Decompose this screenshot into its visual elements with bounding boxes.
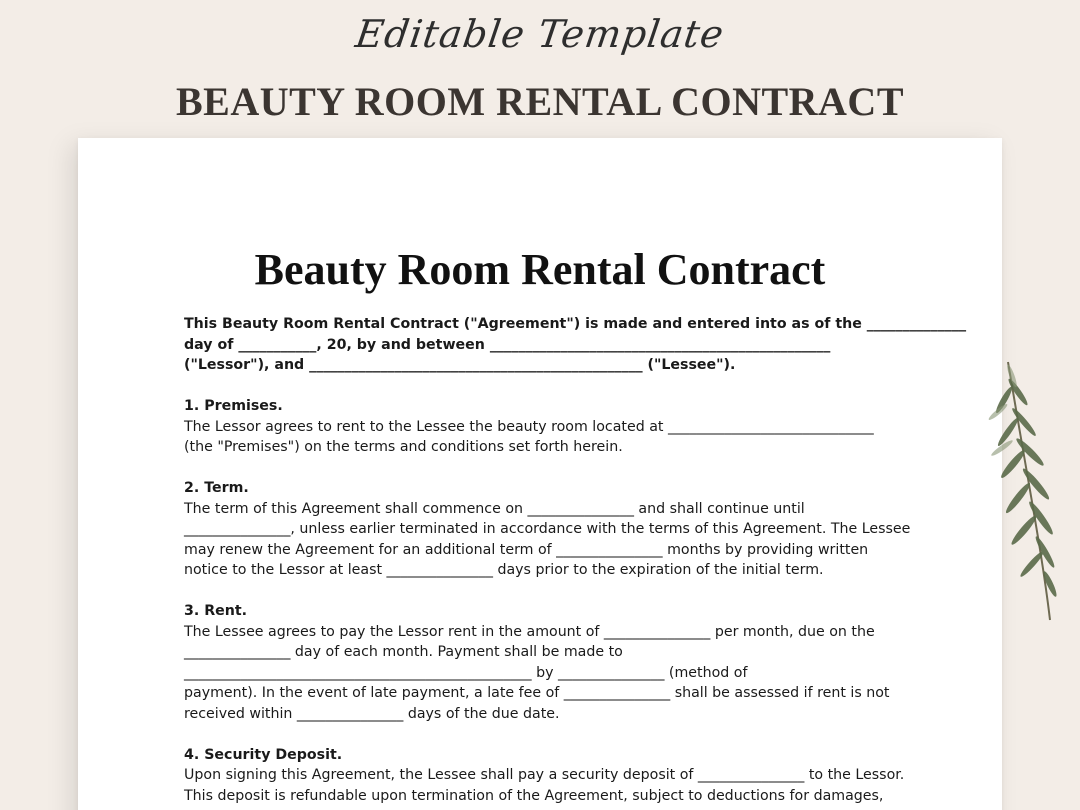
section-term	[184, 478, 911, 581]
section-rent	[184, 601, 904, 724]
section-line: received within _______________ days of the due date.	[184, 705, 560, 722]
section-heading: 4. Security Deposit.	[184, 746, 343, 763]
section-premises	[184, 396, 904, 458]
contract-page	[78, 138, 1002, 810]
section-line: payment). In the event of late payment, a late fee of _______________ shall be assessed if rent is not	[184, 685, 890, 701]
section-line: The Lessee agrees to pay the Lessor rent in the amount of _______________ per month, due on the	[184, 623, 875, 640]
section-heading: 1. Premises.	[184, 398, 283, 414]
section-line: The Lessor agrees to rent to the Lessee the beauty room located at _____________________________	[184, 418, 874, 435]
section-line: _______________ day of each month. Payment shall be made to	[184, 644, 623, 660]
banner-title: BEAUTY ROOM RENTAL CONTRACT	[175, 79, 904, 124]
section-line: _______________, unless earlier terminated in accordance with the terms of this Agreement. The Lessee	[184, 521, 911, 537]
document-title: Beauty Room Rental Contract	[254, 245, 826, 294]
intro-line: This Beauty Room Rental Contract ("Agreement") is made and entered into as of the ______________	[184, 316, 967, 332]
section-line: notice to the Lessor at least _______________ days prior to the expiration of the initial term.	[184, 562, 824, 578]
section-line: Upon signing this Agreement, the Lessee shall pay a security deposit of _______________ to the Lessor.	[184, 767, 905, 783]
section-line: _________________________________________________ by _______________ (method of	[184, 664, 748, 681]
section-line: (the "Premises") on the terms and conditions set forth herein.	[184, 439, 623, 455]
intro-line: ("Lessor"), and _______________________________________________ ("Lessee").	[184, 357, 736, 373]
section-line: This deposit is refundable upon termination of the Agreement, subject to deductions for damages,	[184, 787, 884, 804]
section-heading: 3. Rent.	[184, 603, 248, 619]
section-line: The term of this Agreement shall commence on _______________ and shall continue until	[184, 500, 805, 517]
intro-paragraph	[184, 314, 967, 376]
document-body	[184, 314, 967, 810]
section-heading: 2. Term.	[184, 480, 249, 496]
section-security-deposit	[184, 745, 904, 807]
banner-script-title: Editable Template	[352, 12, 728, 56]
section-line: may renew the Agreement for an additional term of _______________ months by providing written	[184, 541, 869, 558]
intro-line: day of ___________, 20, by and between ________________________________________________	[184, 336, 831, 353]
rosemary-sprig-icon	[978, 352, 1068, 632]
